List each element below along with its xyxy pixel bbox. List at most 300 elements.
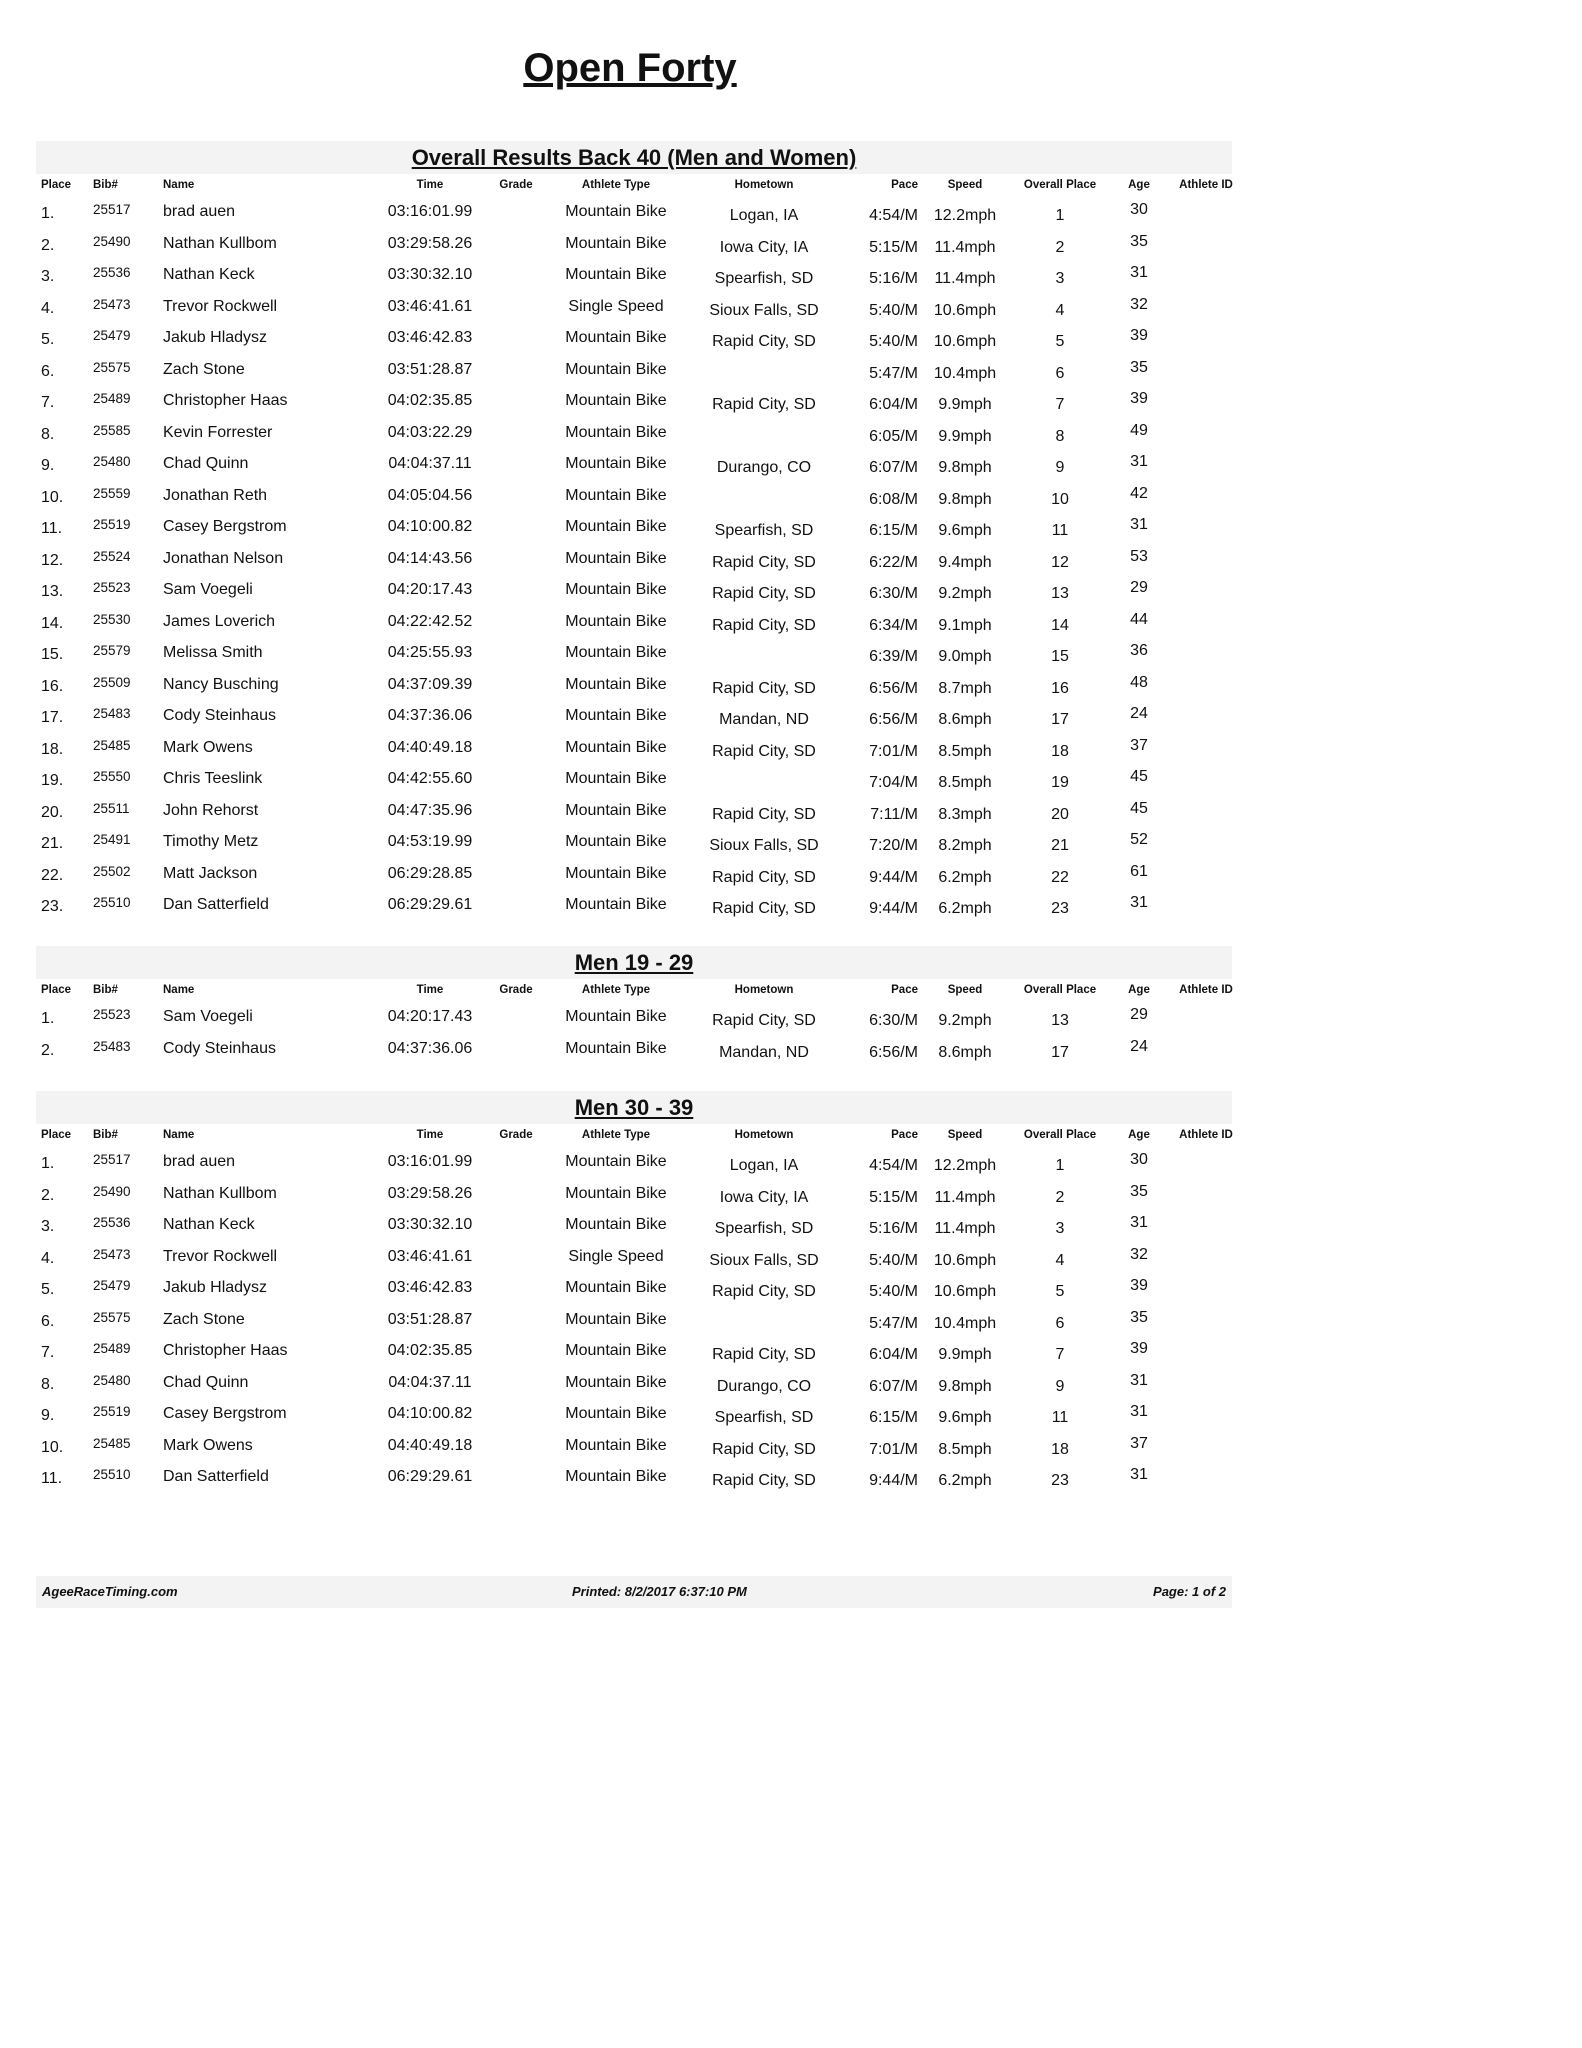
table-row — [36, 1146, 1232, 1178]
cell-time: 03:30:32.10 — [387, 266, 473, 283]
cell-hometown: Spearfish, SD — [714, 270, 814, 287]
cell-time: 04:03:22.29 — [387, 423, 473, 441]
cell-overall-place: 11 — [1051, 1409, 1069, 1426]
cell-time: 06:29:29.61 — [387, 1468, 473, 1485]
col-bib: Bib# — [93, 179, 118, 191]
cell-athlete-type: Mountain Bike — [565, 360, 667, 378]
cell-overall-place: 23 — [1051, 900, 1069, 917]
cell-speed: 9.4mph — [938, 553, 992, 571]
results-rows — [36, 196, 1232, 921]
cell-bib: 25502 — [93, 863, 131, 879]
cell-speed: 10.6mph — [933, 301, 997, 319]
cell-name: Dan Satterfield — [163, 1468, 269, 1485]
cell-bib: 25480 — [93, 1372, 131, 1388]
cell-bib: 25519 — [93, 517, 131, 532]
cell-time: 04:04:37.11 — [388, 455, 472, 472]
cell-pace: 7:20/M — [869, 837, 918, 854]
cell-pace: 5:16/M — [869, 270, 918, 287]
cell-bib: 25490 — [93, 1183, 131, 1199]
cell-age: 31 — [1130, 1403, 1148, 1420]
cell-time: 04:53:19.99 — [387, 833, 473, 850]
cell-pace: 4:54/M — [869, 207, 918, 224]
cell-time: 04:05:04.56 — [387, 486, 473, 504]
cell-overall-place: 13 — [1051, 585, 1069, 602]
cell-name: Nancy Busching — [163, 675, 279, 693]
cell-pace: 6:30/M — [869, 585, 918, 602]
cell-pace: 5:47/M — [869, 1314, 918, 1332]
cell-athlete-type: Mountain Bike — [565, 1436, 667, 1454]
cell-place: 9. — [41, 1407, 55, 1424]
cell-place: 16. — [41, 677, 64, 695]
cell-pace: 6:22/M — [869, 553, 918, 571]
cell-age: 35 — [1130, 232, 1148, 250]
cell-place: 2. — [41, 1186, 55, 1204]
cell-overall-place: 13 — [1051, 1012, 1069, 1029]
table-row — [36, 669, 1232, 701]
cell-place: 1. — [41, 205, 55, 222]
col-time: Time — [416, 984, 444, 996]
table-row — [36, 1272, 1232, 1304]
cell-bib: 25473 — [93, 1246, 131, 1262]
cell-athlete-type: Mountain Bike — [565, 1216, 667, 1233]
cell-pace: 5:40/M — [869, 1251, 918, 1269]
col-speed: Speed — [947, 1129, 983, 1141]
cell-athlete-type: Mountain Bike — [565, 1373, 667, 1391]
col-speed: Speed — [947, 179, 983, 191]
cell-bib: 25473 — [93, 296, 131, 312]
col-grade: Grade — [499, 984, 533, 996]
cell-age: 30 — [1130, 1151, 1148, 1168]
cell-bib: 25517 — [93, 202, 131, 217]
cell-speed: 8.6mph — [938, 1043, 992, 1061]
cell-age: 30 — [1130, 201, 1148, 218]
cell-athlete-type: Mountain Bike — [565, 392, 667, 409]
cell-place: 10. — [41, 1438, 64, 1456]
cell-age: 39 — [1130, 327, 1148, 344]
cell-athlete-type: Mountain Bike — [565, 203, 667, 220]
cell-bib: 25485 — [93, 737, 131, 753]
cell-time: 03:46:42.83 — [387, 1279, 473, 1296]
cell-place: 13. — [41, 583, 64, 600]
cell-name: Matt Jackson — [163, 864, 258, 882]
cell-time: 04:20:17.43 — [387, 581, 473, 598]
cell-name: Nathan Kullbom — [163, 234, 277, 252]
cell-time: 03:46:42.83 — [387, 329, 473, 346]
cell-overall-place: 10 — [1051, 490, 1069, 508]
cell-speed: 11.4mph — [934, 1188, 996, 1206]
section-heading-band — [36, 141, 1232, 174]
table-row — [36, 858, 1232, 890]
cell-speed: 10.6mph — [933, 1251, 997, 1269]
table-row — [36, 259, 1232, 291]
cell-hometown: Rapid City, SD — [712, 396, 816, 413]
cell-hometown: Rapid City, SD — [712, 1346, 816, 1363]
cell-name: Trevor Rockwell — [163, 297, 278, 315]
cell-pace: 6:04/M — [869, 396, 918, 413]
cell-pace: 5:47/M — [869, 364, 918, 382]
col-age: Age — [1128, 179, 1150, 191]
cell-age: 53 — [1130, 547, 1148, 565]
cell-bib: 25524 — [93, 548, 131, 564]
cell-hometown: Rapid City, SD — [712, 585, 816, 602]
cell-place: 8. — [41, 425, 55, 443]
table-row — [36, 1398, 1232, 1430]
cell-name: brad auen — [163, 1153, 236, 1170]
cell-athlete-type: Mountain Bike — [565, 1008, 667, 1025]
cell-athlete-type: Mountain Bike — [565, 612, 667, 630]
cell-bib: 25517 — [93, 1152, 131, 1167]
cell-name: Cody Steinhaus — [163, 707, 276, 724]
cell-time: 04:42:55.60 — [387, 770, 473, 787]
cell-time: 04:14:43.56 — [387, 549, 473, 567]
cell-athlete-type: Mountain Bike — [565, 486, 667, 504]
cell-pace: 7:01/M — [869, 1440, 918, 1458]
cell-athlete-type: Mountain Bike — [565, 738, 667, 756]
cell-name: Zach Stone — [163, 360, 245, 378]
table-row — [36, 889, 1232, 921]
cell-hometown: Sioux Falls, SD — [709, 301, 819, 319]
cell-bib: 25536 — [93, 1215, 131, 1230]
cell-overall-place: 17 — [1051, 1043, 1069, 1061]
cell-pace: 6:15/M — [869, 522, 918, 539]
cell-name: Kevin Forrester — [163, 423, 273, 441]
cell-hometown: Logan, IA — [729, 1157, 799, 1174]
col-place: Place — [41, 984, 72, 996]
col-age: Age — [1128, 1129, 1150, 1141]
cell-bib: 25490 — [93, 233, 131, 249]
cell-athlete-type: Mountain Bike — [565, 864, 667, 882]
table-row — [36, 291, 1232, 323]
cell-athlete-type: Single Speed — [568, 1247, 664, 1265]
cell-speed: 9.9mph — [938, 396, 992, 413]
table-row — [36, 795, 1232, 827]
cell-speed: 6.2mph — [938, 900, 992, 917]
cell-time: 04:02:35.85 — [387, 1342, 473, 1359]
cell-speed: 12.2mph — [933, 207, 997, 224]
cell-speed: 9.8mph — [938, 490, 992, 508]
table-row — [36, 1001, 1232, 1033]
cell-pace: 5:40/M — [869, 1283, 918, 1300]
cell-pace: 5:15/M — [869, 238, 918, 256]
cell-bib: 25579 — [93, 643, 131, 658]
cell-pace: 6:04/M — [869, 1346, 918, 1363]
col-overall-place: Overall Place — [1023, 179, 1097, 191]
cell-hometown: Rapid City, SD — [712, 900, 816, 917]
cell-age: 24 — [1130, 705, 1148, 722]
cell-bib: 25575 — [93, 1309, 131, 1325]
page-footer — [36, 1576, 1232, 1608]
cell-bib: 25485 — [93, 1435, 131, 1451]
cell-hometown: Spearfish, SD — [714, 522, 814, 539]
cell-speed: 9.9mph — [938, 1346, 992, 1363]
cell-time: 03:16:01.99 — [387, 1153, 473, 1170]
col-grade: Grade — [499, 179, 533, 191]
column-header-row — [36, 1124, 1232, 1146]
cell-athlete-type: Single Speed — [568, 297, 664, 315]
cell-overall-place: 23 — [1051, 1472, 1069, 1489]
col-hometown: Hometown — [734, 179, 794, 191]
cell-name: Casey Bergstrom — [163, 1405, 287, 1422]
cell-name: Mark Owens — [163, 1436, 253, 1454]
cell-pace: 5:40/M — [869, 333, 918, 350]
cell-age: 37 — [1130, 736, 1148, 754]
cell-place: 5. — [41, 1281, 55, 1298]
cell-hometown: Rapid City, SD — [712, 553, 816, 571]
cell-athlete-type: Mountain Bike — [565, 329, 667, 346]
col-place: Place — [41, 179, 72, 191]
cell-athlete-type: Mountain Bike — [565, 518, 667, 535]
cell-time: 03:46:41.61 — [387, 1247, 473, 1265]
cell-hometown: Rapid City, SD — [712, 616, 816, 634]
col-athlete-type: Athlete Type — [581, 1129, 651, 1141]
cell-overall-place: 3 — [1055, 270, 1065, 287]
cell-athlete-type: Mountain Bike — [565, 1279, 667, 1296]
cell-place: 12. — [41, 551, 64, 569]
cell-age: 35 — [1130, 358, 1148, 376]
cell-speed: 9.1mph — [938, 616, 992, 634]
cell-speed: 10.4mph — [933, 364, 997, 382]
cell-name: John Rehorst — [163, 801, 259, 819]
cell-place: 7. — [41, 1344, 55, 1361]
cell-speed: 9.0mph — [938, 648, 992, 665]
cell-place: 17. — [41, 709, 64, 726]
cell-time: 03:46:41.61 — [387, 297, 473, 315]
cell-age: 32 — [1130, 1245, 1148, 1263]
cell-place: 14. — [41, 614, 64, 632]
cell-bib: 25523 — [93, 580, 131, 595]
cell-hometown: Rapid City, SD — [712, 805, 816, 823]
col-grade: Grade — [499, 1129, 533, 1141]
cell-age: 31 — [1130, 264, 1148, 281]
cell-age: 35 — [1130, 1182, 1148, 1200]
table-row — [36, 322, 1232, 354]
cell-pace: 6:34/M — [869, 616, 918, 634]
col-time: Time — [416, 179, 444, 191]
cell-bib: 25479 — [93, 1278, 131, 1293]
cell-age: 29 — [1130, 1006, 1148, 1023]
cell-age: 31 — [1130, 516, 1148, 533]
cell-speed: 11.4mph — [934, 1220, 996, 1237]
col-bib: Bib# — [93, 1129, 118, 1141]
cell-age: 44 — [1130, 610, 1148, 628]
cell-bib: 25536 — [93, 265, 131, 280]
cell-bib: 25575 — [93, 359, 131, 375]
cell-name: Trevor Rockwell — [163, 1247, 278, 1265]
cell-pace: 6:30/M — [869, 1012, 918, 1029]
column-header-row — [36, 174, 1232, 196]
cell-speed: 10.6mph — [933, 1283, 997, 1300]
cell-bib: 25519 — [93, 1404, 131, 1419]
col-athlete-type: Athlete Type — [581, 179, 651, 191]
cell-overall-place: 16 — [1051, 679, 1069, 697]
cell-athlete-type: Mountain Bike — [565, 266, 667, 283]
cell-place: 19. — [41, 772, 64, 789]
table-row — [36, 511, 1232, 543]
cell-time: 04:25:55.93 — [387, 644, 473, 661]
cell-athlete-type: Mountain Bike — [565, 1184, 667, 1202]
table-row — [36, 1033, 1232, 1065]
cell-place: 9. — [41, 457, 55, 474]
col-place: Place — [41, 1129, 72, 1141]
cell-speed: 9.8mph — [938, 459, 992, 476]
results-rows — [36, 1001, 1232, 1064]
table-row — [36, 606, 1232, 638]
cell-hometown: Durango, CO — [716, 459, 812, 476]
cell-speed: 8.6mph — [938, 711, 992, 728]
col-overall-place: Overall Place — [1023, 984, 1097, 996]
cell-hometown: Sioux Falls, SD — [709, 1251, 819, 1269]
col-name: Name — [163, 179, 195, 191]
cell-athlete-type: Mountain Bike — [565, 770, 667, 787]
cell-bib: 25510 — [93, 1467, 131, 1482]
table-row — [36, 1241, 1232, 1273]
cell-overall-place: 14 — [1051, 616, 1069, 634]
cell-pace: 5:40/M — [869, 301, 918, 319]
cell-pace: 6:07/M — [869, 1377, 918, 1395]
cell-age: 31 — [1130, 1214, 1148, 1231]
table-row — [36, 574, 1232, 606]
cell-bib: 25489 — [93, 1341, 131, 1356]
section-heading-band — [36, 946, 1232, 979]
cell-hometown: Rapid City, SD — [712, 333, 816, 350]
cell-athlete-type: Mountain Bike — [565, 644, 667, 661]
table-row — [36, 637, 1232, 669]
results-rows — [36, 1146, 1232, 1493]
cell-overall-place: 2 — [1055, 1188, 1065, 1206]
cell-time: 04:02:35.85 — [387, 392, 473, 409]
cell-pace: 9:44/M — [869, 868, 918, 886]
page-title: Open Forty — [523, 46, 737, 90]
cell-time: 04:10:00.82 — [387, 1405, 473, 1422]
cell-pace: 6:15/M — [869, 1409, 918, 1426]
cell-name: Jonathan Nelson — [163, 549, 284, 567]
cell-bib: 25483 — [93, 1038, 131, 1054]
cell-time: 04:22:42.52 — [387, 612, 473, 630]
table-row — [36, 417, 1232, 449]
cell-bib: 25509 — [93, 674, 131, 690]
cell-name: Sam Voegeli — [163, 581, 253, 598]
cell-bib: 25530 — [93, 611, 131, 627]
cell-time: 04:04:37.11 — [388, 1373, 472, 1391]
cell-name: Mark Owens — [163, 738, 253, 756]
table-row — [36, 543, 1232, 575]
cell-speed: 9.9mph — [938, 427, 992, 445]
cell-athlete-type: Mountain Bike — [565, 1342, 667, 1359]
cell-pace: 5:15/M — [869, 1188, 918, 1206]
cell-pace: 6:07/M — [869, 459, 918, 476]
table-row — [36, 763, 1232, 795]
cell-time: 06:29:28.85 — [387, 864, 473, 882]
cell-age: 45 — [1130, 799, 1148, 817]
cell-athlete-type: Mountain Bike — [565, 549, 667, 567]
footer-page: Page: 1 of 2 — [1153, 1584, 1226, 1599]
cell-overall-place: 5 — [1055, 333, 1065, 350]
cell-age: 39 — [1130, 390, 1148, 407]
col-hometown: Hometown — [734, 1129, 794, 1141]
cell-place: 5. — [41, 331, 55, 348]
cell-pace: 6:39/M — [869, 648, 918, 665]
footer-printed: Printed: 8/2/2017 6:37:10 PM — [572, 1584, 747, 1599]
cell-name: James Loverich — [163, 612, 276, 630]
cell-athlete-type: Mountain Bike — [565, 1153, 667, 1170]
cell-place: 10. — [41, 488, 64, 506]
cell-time: 04:20:17.43 — [387, 1008, 473, 1025]
cell-hometown: Rapid City, SD — [712, 1283, 816, 1300]
section-heading: Overall Results Back 40 (Men and Women) — [411, 145, 857, 170]
cell-speed: 12.2mph — [933, 1157, 997, 1174]
col-time: Time — [416, 1129, 444, 1141]
cell-athlete-type: Mountain Bike — [565, 833, 667, 850]
cell-speed: 8.3mph — [938, 805, 992, 823]
cell-name: Jakub Hladysz — [163, 329, 268, 346]
cell-hometown: Rapid City, SD — [712, 742, 816, 760]
cell-pace: 6:56/M — [869, 1043, 918, 1061]
cell-time: 04:10:00.82 — [387, 518, 473, 535]
cell-place: 6. — [41, 1312, 55, 1330]
results-section-overall — [36, 141, 1232, 921]
section-heading: Men 30 - 39 — [574, 1095, 694, 1120]
cell-time: 03:51:28.87 — [387, 360, 473, 378]
table-row — [36, 196, 1232, 228]
cell-speed: 11.4mph — [934, 238, 996, 256]
cell-athlete-type: Mountain Bike — [565, 1468, 667, 1485]
col-athlete-type: Athlete Type — [581, 984, 651, 996]
col-name: Name — [163, 984, 195, 996]
cell-speed: 8.5mph — [938, 742, 992, 760]
col-age: Age — [1128, 984, 1150, 996]
cell-hometown: Rapid City, SD — [712, 1440, 816, 1458]
cell-hometown: Mandan, ND — [719, 1043, 809, 1061]
cell-name: Chad Quinn — [163, 1373, 249, 1391]
cell-name: Nathan Keck — [163, 1216, 255, 1233]
cell-time: 04:40:49.18 — [387, 738, 473, 756]
cell-name: Nathan Keck — [163, 266, 255, 283]
cell-age: 45 — [1130, 768, 1148, 785]
col-athlete-id: Athlete ID — [1179, 1129, 1233, 1141]
cell-age: 29 — [1130, 579, 1148, 596]
table-row — [36, 1367, 1232, 1399]
cell-hometown: Rapid City, SD — [712, 1472, 816, 1489]
table-row — [36, 1304, 1232, 1336]
footer-site: AgeeRaceTiming.com — [42, 1584, 178, 1599]
cell-athlete-type: Mountain Bike — [565, 1405, 667, 1422]
cell-overall-place: 3 — [1055, 1220, 1065, 1237]
cell-name: Zach Stone — [163, 1310, 245, 1328]
cell-bib: 25523 — [93, 1007, 131, 1022]
cell-hometown: Iowa City, IA — [719, 238, 809, 256]
table-row — [36, 732, 1232, 764]
cell-age: 32 — [1130, 295, 1148, 313]
cell-pace: 6:08/M — [869, 490, 918, 508]
col-overall-place: Overall Place — [1023, 1129, 1097, 1141]
table-row — [36, 448, 1232, 480]
cell-place: 11. — [41, 1470, 63, 1487]
cell-pace: 6:56/M — [869, 711, 918, 728]
cell-bib: 25585 — [93, 422, 131, 438]
cell-pace: 9:44/M — [869, 1472, 918, 1489]
cell-athlete-type: Mountain Bike — [565, 423, 667, 441]
cell-place: 6. — [41, 362, 55, 380]
cell-speed: 8.5mph — [938, 1440, 992, 1458]
col-speed: Speed — [947, 984, 983, 996]
cell-name: Chris Teeslink — [163, 770, 263, 787]
cell-age: 39 — [1130, 1340, 1148, 1357]
cell-time: 03:16:01.99 — [387, 203, 473, 220]
cell-speed: 9.6mph — [938, 1409, 992, 1426]
cell-name: Casey Bergstrom — [163, 518, 287, 535]
cell-athlete-type: Mountain Bike — [565, 675, 667, 693]
col-pace: Pace — [891, 984, 918, 996]
